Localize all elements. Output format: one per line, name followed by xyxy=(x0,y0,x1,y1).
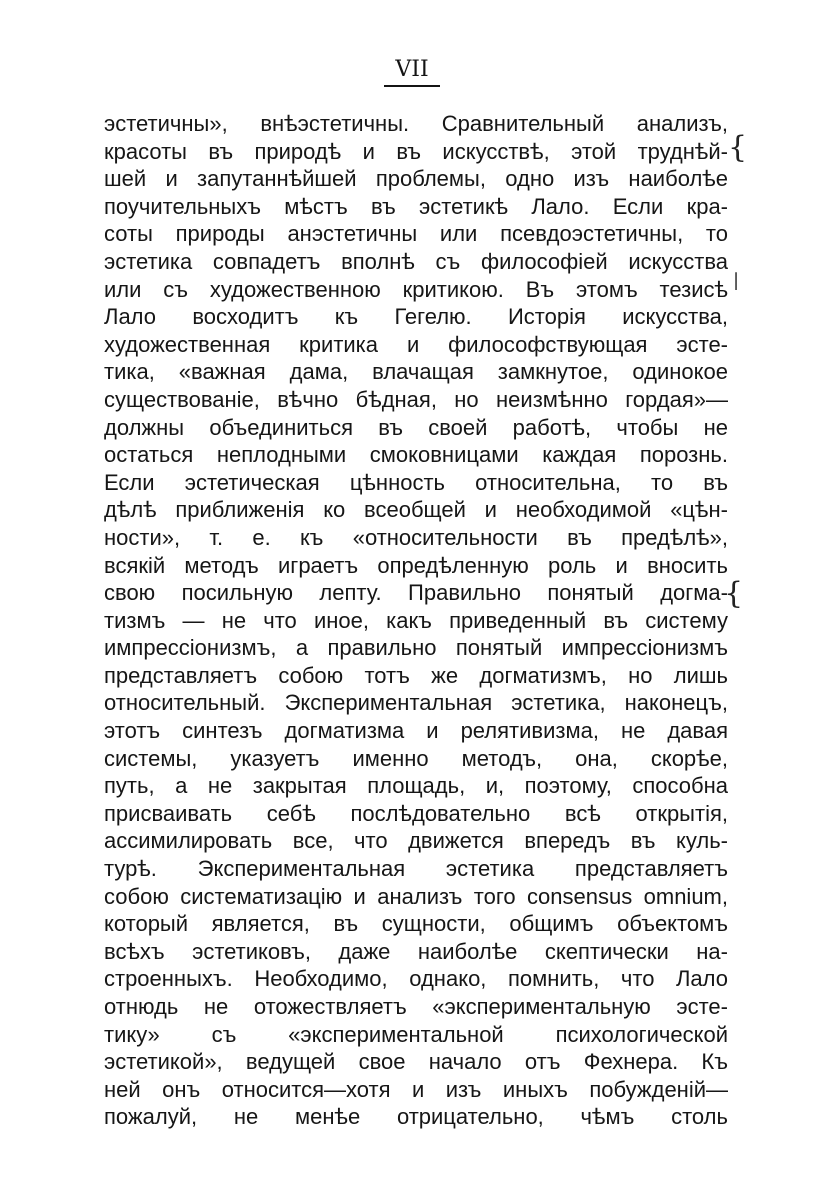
text-line: поучительныхъ мѣстъ въ эстетикѣ Лало. Если кра- xyxy=(104,193,728,219)
body-text xyxy=(104,110,728,1131)
text-line: существованiе, вѣчно бѣдная, но неизмѣнно гордая»— xyxy=(104,386,728,412)
text-line: ассимилировать все, что движется впередъ въ куль- xyxy=(104,828,728,854)
text-line: который является, въ сущности, общимъ объектомъ xyxy=(104,911,728,937)
text-line: тику» съ «экспериментальной психологической xyxy=(104,1021,728,1047)
text-line: должны объединиться въ своей работѣ, чтобы не xyxy=(104,414,728,440)
text-line: красоты въ природѣ и въ искусствѣ, этой труднѣй- xyxy=(104,138,728,164)
text-line: соты природы анэстетичны или псевдоэстетичны, то xyxy=(104,221,728,247)
text-line: представляетъ собою тотъ же догматизмъ, но лишь xyxy=(104,662,728,688)
text-line: шей и запутаннѣйшей проблемы, одно изъ наиболѣе xyxy=(104,166,728,192)
text-line: импрессiонизмъ, а правильно понятый импрессiонизмъ xyxy=(104,635,728,661)
text-line: всѣхъ эстетиковъ, даже наиболѣе скептически на- xyxy=(104,938,728,964)
text-line: дѣлѣ приближенiя ко всеобщей и необходимой «цѣн- xyxy=(104,497,728,523)
text-line: Если эстетическая цѣнность относительна, то въ xyxy=(104,469,728,495)
text-line: ности», т. е. къ «относительности въ предѣлѣ», xyxy=(104,524,728,550)
text-line: всякiй методъ играетъ опредѣленную роль и вносить xyxy=(104,552,728,578)
text-line: свою посильную лепту. Правильно понятый догма- xyxy=(104,580,728,606)
text-line: эстетичны», внѣэстетичны. Сравнительный анализъ, xyxy=(104,111,728,136)
text-line: художественная критика и философствующая эсте- xyxy=(104,331,728,357)
text-line: Лало восходитъ къ Гегелю. Исторiя искусства, xyxy=(104,304,728,330)
text-line: отнюдь не отожествляетъ «экспериментальную эсте- xyxy=(104,994,728,1019)
text-line: турѣ. Экспериментальная эстетика представляетъ xyxy=(104,856,728,882)
text-line: тика, «важная дама, влачащая замкнутое, одинокое xyxy=(104,359,728,385)
text-line: путь, а не закрытая площадь, и, поэтому, способна xyxy=(104,773,728,799)
margin-tick-mark: | xyxy=(733,270,740,291)
text-line: собою систематизацiю и анализъ того consensus omnium, xyxy=(104,883,728,909)
text-line: этотъ синтезъ догматизма и релятивизма, не давая xyxy=(104,718,728,744)
text-line: системы, указуетъ именно методъ, она, скорѣе, xyxy=(104,745,728,771)
margin-brace-mark: { xyxy=(728,130,748,165)
text-line: или съ художественною критикою. Въ этомъ тезисѣ xyxy=(104,276,728,302)
text-line: ней онъ относится—хотя и изъ иныхъ побужденiй— xyxy=(104,1076,728,1102)
text-line: тизмъ — не что иное, какъ приведенный въ систему xyxy=(104,607,728,633)
text-line: строенныхъ. Необходимо, однако, помнить, что Лало xyxy=(104,966,728,992)
text-line: эстетика совпадетъ вполнѣ съ философiей искусства xyxy=(104,248,728,274)
margin-brace-mark-2: { xyxy=(724,576,744,611)
page-number: VII xyxy=(384,56,440,87)
text-line: эстетикой», ведущей свое начало отъ Фехнера. Къ xyxy=(104,1049,728,1075)
text-line: относительный. Экспериментальная эстетика, наконецъ, xyxy=(104,690,728,716)
text-line: остаться неплодными смоковницами каждая порознь. xyxy=(104,442,728,468)
text-line: присваивать себѣ послѣдовательно всѣ открытiя, xyxy=(104,800,728,826)
text-line: пожалуй, не менѣе отрицательно, чѣмъ столь xyxy=(104,1104,728,1130)
